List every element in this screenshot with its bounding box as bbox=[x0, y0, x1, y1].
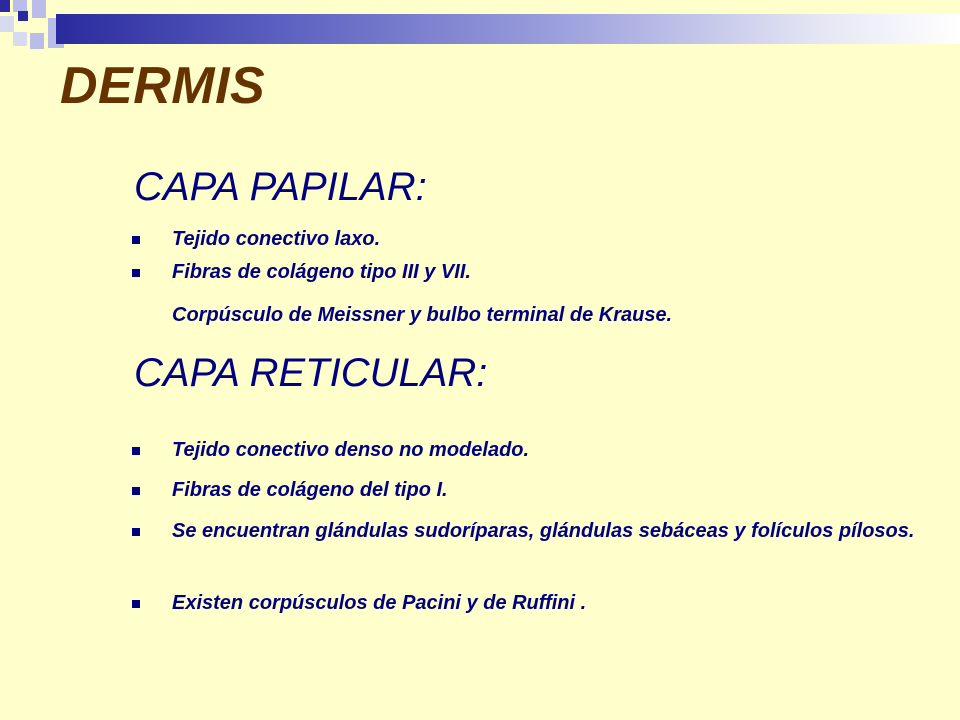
square-bullet-icon bbox=[132, 447, 140, 455]
title-gradient-bar bbox=[56, 14, 960, 44]
square-bullet-icon bbox=[132, 528, 140, 536]
square-bullet-icon bbox=[132, 236, 140, 244]
square-bullet-icon bbox=[132, 487, 140, 495]
list-item-text: Fibras de colágeno tipo III y VII. bbox=[172, 261, 471, 283]
section-heading-reticular: CAPA RETICULAR: bbox=[134, 351, 488, 395]
slide-title: DERMIS bbox=[60, 57, 266, 115]
section-heading-papilar: CAPA PAPILAR: bbox=[134, 165, 427, 209]
list-item-text: Fibras de colágeno del tipo I. bbox=[172, 479, 448, 501]
list-item-text: Se encuentran glándulas sudoríparas, glándulas sebáceas y folículos pílosos. bbox=[172, 520, 915, 542]
list-item-text: Tejido conectivo laxo. bbox=[172, 228, 381, 250]
square-bullet-icon bbox=[132, 600, 140, 608]
decorative-square bbox=[0, 16, 14, 32]
square-bullet-icon bbox=[132, 269, 140, 277]
decorative-square bbox=[30, 33, 44, 49]
decorative-square bbox=[0, 0, 10, 12]
decorative-square bbox=[32, 0, 46, 18]
decorative-square bbox=[18, 11, 28, 21]
list-item-text: Tejido conectivo denso no modelado. bbox=[172, 439, 530, 461]
list-item-text: Existen corpúsculos de Pacini y de Ruffini . bbox=[172, 592, 587, 614]
decorative-square bbox=[13, 32, 27, 46]
list-item-text: Corpúsculo de Meissner y bulbo terminal de Krause. bbox=[172, 304, 673, 326]
